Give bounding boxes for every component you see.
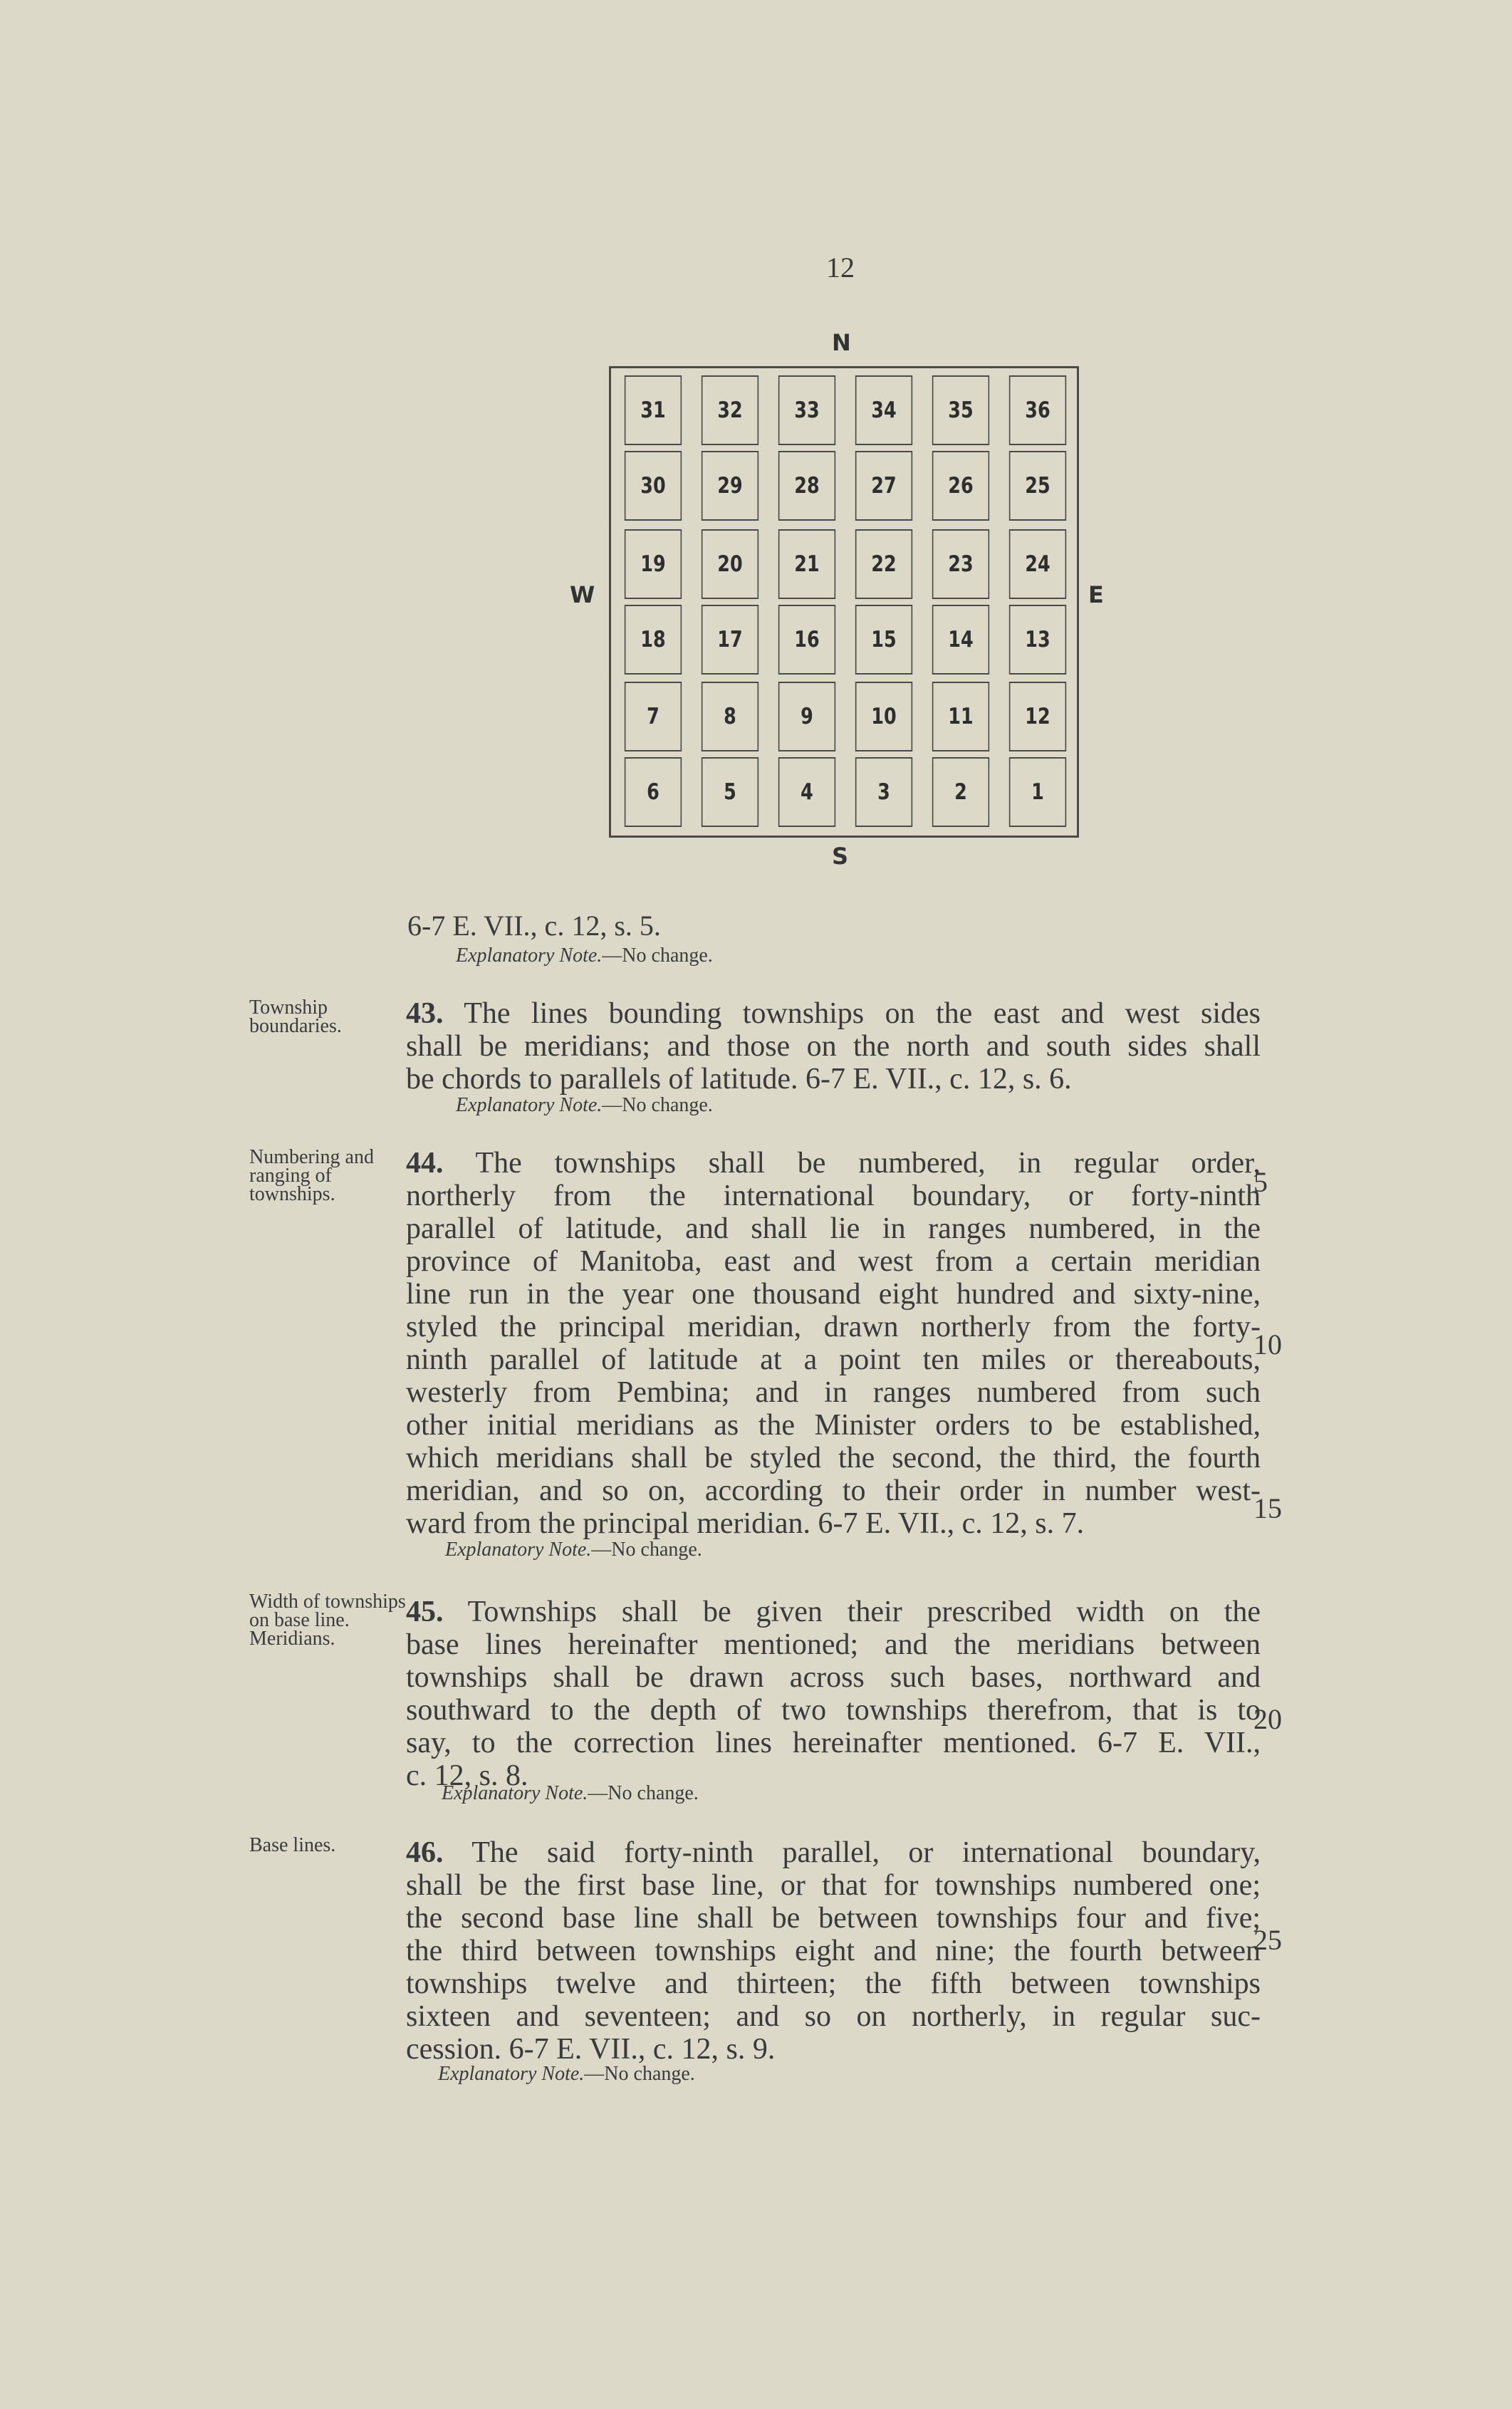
township-section-cell: 12 bbox=[1009, 682, 1066, 751]
explanatory-note-46: Explanatory Note.—No change. bbox=[438, 2063, 695, 2085]
township-section-cell: 36 bbox=[1009, 375, 1066, 445]
note-text: —No change. bbox=[602, 945, 713, 967]
township-section-cell: 19 bbox=[625, 529, 682, 599]
township-section-cell: 2 bbox=[932, 757, 989, 827]
sidenote-43: Township boundaries. bbox=[249, 997, 342, 1037]
township-section-cell: 35 bbox=[932, 375, 989, 445]
line-number: 5 bbox=[1253, 1166, 1268, 1198]
line-number: 25 bbox=[1253, 1924, 1282, 1956]
east-label: E bbox=[1088, 581, 1104, 608]
township-section-cell: 9 bbox=[778, 682, 835, 751]
township-section-cell: 14 bbox=[932, 605, 989, 675]
explanatory-note-44: Explanatory Note.—No change. bbox=[445, 1539, 702, 1561]
top-explanatory-note bbox=[456, 945, 713, 967]
page-number: 12 bbox=[826, 251, 855, 283]
sidenote-45: Width of townships on base line. Meridians. bbox=[249, 1591, 406, 1650]
township-section-cell: 33 bbox=[778, 375, 835, 445]
township-section-cell: 22 bbox=[855, 529, 912, 599]
township-section-cell: 32 bbox=[702, 375, 758, 445]
sidenote-46: Base lines. bbox=[249, 1834, 336, 1856]
township-section-cell: 1 bbox=[1009, 757, 1066, 827]
township-section-cell: 26 bbox=[932, 451, 989, 521]
township-section-cell: 16 bbox=[778, 605, 835, 675]
explanatory-note-45: Explanatory Note.—No change. bbox=[442, 1782, 699, 1804]
line-number: 15 bbox=[1253, 1492, 1282, 1524]
township-section-cell: 21 bbox=[778, 529, 835, 599]
section-number: 44. bbox=[406, 1147, 444, 1180]
top-citation: 6-7 E. VII., c. 12, s. 5. bbox=[407, 910, 661, 942]
township-section-cell: 23 bbox=[932, 529, 989, 599]
sidenote-44: Numbering and ranging of townships. bbox=[249, 1146, 374, 1205]
north-label: N bbox=[832, 329, 851, 356]
south-label: S bbox=[832, 843, 849, 870]
section-line: 43. The lines bounding townships on the east and west sides bbox=[406, 997, 1261, 1030]
township-section-cell: 3 bbox=[855, 757, 912, 827]
township-section-cell: 18 bbox=[625, 605, 682, 675]
line-number: 20 bbox=[1253, 1703, 1282, 1735]
township-diagram bbox=[609, 366, 1079, 838]
section-number: 43. bbox=[406, 997, 444, 1030]
explanatory-note-43: Explanatory Note.—No change. bbox=[456, 1094, 713, 1116]
section-number: 45. bbox=[406, 1596, 444, 1628]
township-section-cell: 34 bbox=[855, 375, 912, 445]
township-section-cell: 13 bbox=[1009, 605, 1066, 675]
section-line: shall be meridians; and those on the north and south sides shall bbox=[406, 1030, 1261, 1063]
township-section-cell: 17 bbox=[702, 605, 758, 675]
township-section-cell: 20 bbox=[702, 529, 758, 599]
township-section-cell: 24 bbox=[1009, 529, 1066, 599]
township-section-cell: 11 bbox=[932, 682, 989, 751]
township-section-cell: 4 bbox=[778, 757, 835, 827]
township-section-cell: 8 bbox=[702, 682, 758, 751]
line-number: 10 bbox=[1253, 1328, 1282, 1360]
township-section-cell: 30 bbox=[625, 451, 682, 521]
section-line: be chords to parallels of latitude. 6-7 E. VII., c. 12, s. 6. bbox=[406, 1063, 1072, 1096]
township-section-cell: 7 bbox=[625, 682, 682, 751]
west-label: W bbox=[570, 581, 595, 608]
note-label: Explanatory Note. bbox=[456, 945, 603, 967]
township-section-cell: 31 bbox=[625, 375, 682, 445]
township-section-cell: 6 bbox=[625, 757, 682, 827]
township-section-cell: 15 bbox=[855, 605, 912, 675]
township-section-cell: 27 bbox=[855, 451, 912, 521]
township-section-cell: 29 bbox=[702, 451, 758, 521]
section-number: 46. bbox=[406, 1836, 444, 1869]
township-section-cell: 28 bbox=[778, 451, 835, 521]
township-section-cell: 5 bbox=[702, 757, 758, 827]
township-section-cell: 25 bbox=[1009, 451, 1066, 521]
township-section-cell: 10 bbox=[855, 682, 912, 751]
